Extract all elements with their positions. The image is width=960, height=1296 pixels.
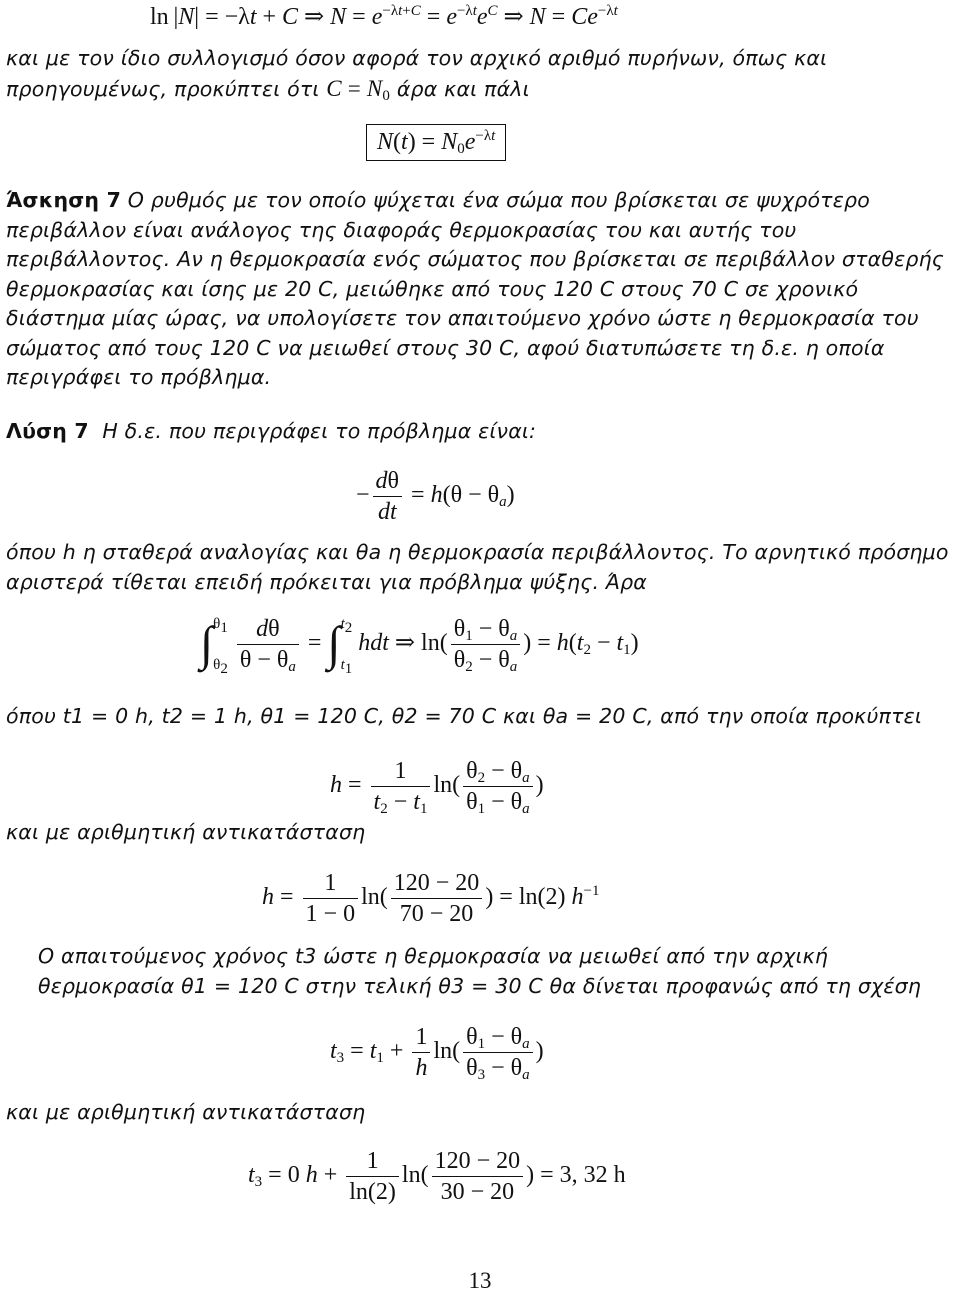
solution-required-time: Ο απαιτούμενος χρόνος t3 ώστε η θερμοκρασία να μειωθεί από την αρχική θερμοκρασία θ1 = 120 C στην τελική θ3 = 30 C θα δίνεται προφανώς από τη σχέση <box>38 944 922 998</box>
intro-paragraph: και με τον ίδιο συλλογισμό όσον αφορά τον αρχικό αριθμό πυρήνων, όπως και προηγουμένως, προκύπτει ότι $C = N_0$ άρα και πάλι <box>6 46 828 104</box>
solution-explain: όπου h η σταθερά αναλογίας και θa η θερμοκρασία περιβάλλοντος. Το αρνητικό πρόσημο αριστερά τίθεται επειδή πρόκειται για πρόβλημα ψύξης. Άρα <box>6 540 949 594</box>
equation-h-formula: h = $\frac{1}{t_2 - t_1}$ ln( $\frac{\theta_2 - \theta_a}{\theta_1 - \theta_a}$ ) <box>330 758 544 817</box>
equation-integral: ∫ $\theta_1$ $\theta_2$ $\frac{d\theta}{\theta - \theta_a}$ = ∫ $t_2$ $t_1$ hdt ⇒ ln( $\frac{\theta_1 - \theta_a}{\theta_2 - \theta_a}$ ) = $h(t_2 - t_1)$ <box>200 615 639 677</box>
equation-t3-numeric: $t_3 = 0$ h + $\frac{1}{\ln(2)}$ ln( $\frac{120 - 20}{30 - 20}$ ) = 3, 32 h <box>248 1148 626 1205</box>
equation-ln-n: ln |N| = −λt + C ⇒ $N = e^{-\lambda t+C} = e^{-\lambda t}e^C$ ⇒ $N = Ce^{-\lambda t}$ <box>150 3 618 30</box>
page-number: 13 <box>468 1268 492 1293</box>
boxed-result-decay-law: $N(t) = N_0e^{-\lambda t}$ <box>366 124 506 161</box>
solution-subst-2: και με αριθμητική αντικατάσταση <box>6 1100 366 1124</box>
exercise-text: Ο ρυθμός με τον οποίο ψύχεται ένα σώμα που βρίσκεται σε ψυχρότερο περιβάλλον είναι ανάλογος της διαφοράς θερμοκρασίας του και αυτής του περιβάλλοντος. Αν η θερμοκρασία ενός σώματος που βρίσκεται σε περιβάλλον σταθερής θερμοκρασίας και ίσης με 20 C, μειώθηκε από τους 120 C στους 70 C σε χρονικό διάστημα μίας ώρας, να υπολογίσετε τον απαιτούμενο χρόνο ώστε η θερμοκρασία του σώματος από τους 120 C να μειωθεί στους 30 C, αφού διατυπώσετε τη δ.ε. η οποία περιγράφει το πρόβλημα. <box>6 188 945 389</box>
solution-subst-1: και με αριθμητική αντικατάσταση <box>6 820 366 844</box>
equation-ode: − $\frac{d\theta}{dt}$ = $h(\theta - \theta_a)$ <box>356 468 515 525</box>
solution-7-intro <box>6 417 954 447</box>
equation-t3-formula: $t_3 = t_1$ + $\frac{1}{h}$ ln( $\frac{\theta_1 - \theta_a}{\theta_3 - \theta_a}$ ) <box>330 1024 544 1083</box>
result-value: 3, 32 h <box>559 1162 626 1189</box>
solution-values: όπου t1 = 0 h, t2 = 1 h, θ1 = 120 C, θ2 = 70 C και θa = 20 C, από την οποία προκύπτει <box>6 704 923 728</box>
solution-intro-text: Η δ.ε. που περιγράφει το πρόβλημα είναι: <box>102 419 537 443</box>
equation-h-numeric: h = $\frac{1}{1 - 0}$ ln( $\frac{120 - 20}{70 - 20}$ ) = ln(2) $h^{-1}$ <box>262 870 600 927</box>
solution-label: Λύση 7 <box>6 419 89 443</box>
exercise-label: Άσκηση 7 <box>6 188 122 212</box>
exercise-7 <box>6 186 954 393</box>
